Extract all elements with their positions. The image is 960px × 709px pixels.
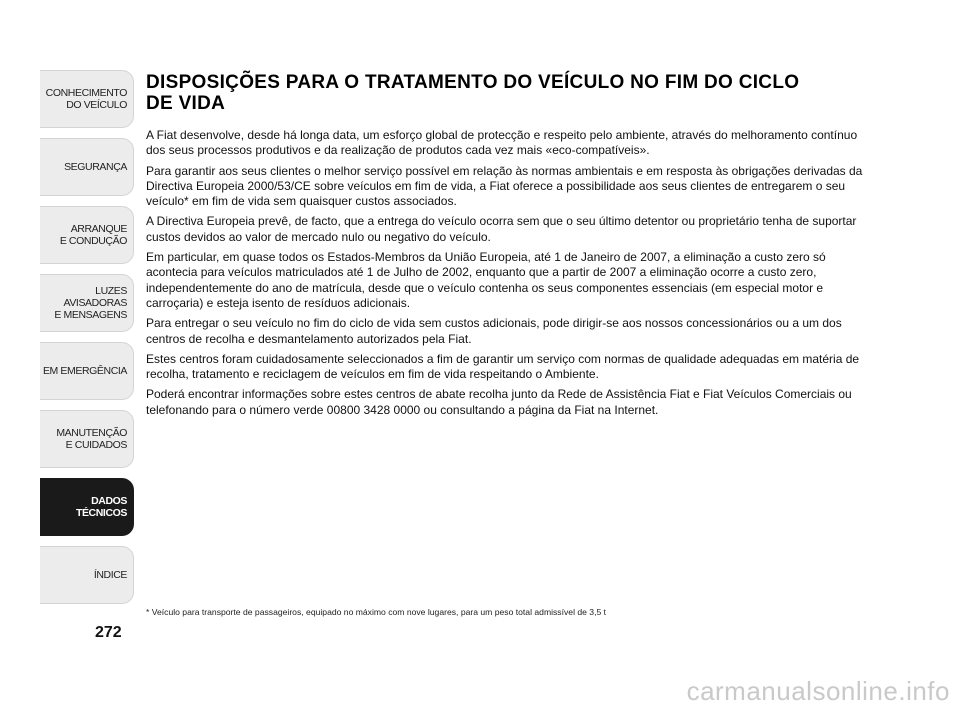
paragraph-6: Estes centros foram cuidadosamente seleccionados a fim de garantir um serviço com normas de qualidade adequadas em matéria de recolha, tratamento e reciclagem de veículos em fim de vida respeitando o Ambiente. [146,351,860,382]
main-content [146,72,876,423]
tab-manutencao-e-cuidados[interactable]: MANUTENÇÃO E CUIDADOS [40,410,134,468]
paragraph-1: A Fiat desenvolve, desde há longa data, um esforço global de protecção e respeito pelo ambiente, através do melhoramento contínuo dos seus processos produtivos e da realização de produtos cada vez mais «eco-compatíveis». [146,128,858,158]
page-title: DISPOSIÇÕES PARA O TRATAMENTO DO VEÍCULO NO FIM DO CICLO DE VIDA [146,72,800,114]
tab-arranque-e-conducao[interactable]: ARRANQUE E CONDUÇÃO [40,206,134,264]
paragraph-2: Para garantir aos seus clientes o melhor serviço possível em relação às normas ambientais e em resposta às obrigações derivadas da Directiva Europeia 2000/53/CE sobre veículos em fim de vida, a Fiat oferece a possibilidade aos seus clientes de entregarem o seu veículo* em fim de vida sem quaisquer custos associados. [146,163,863,209]
tab-indice[interactable]: ÍNDICE [40,546,134,604]
paragraph-4: Em particular, em quase todos os Estados-Membros da União Europeia, até 1 de Janeiro de 2007, a eliminação a custo zero só acontecia para veículos matriculados até 1 de Julho de 2002, enquanto que a partir de 2007 a eliminação ocorre a custo zero, independentemente do ano de matrícula, desde que o veículo contenha os seus componentes essenciais (em especial motor e carroçaria) e esteja isento de resíduos adicionais. [146,250,826,310]
paragraph-7: Poderá encontrar informações sobre estes centros de abate recolha junto da Rede de Assistência Fiat e Fiat Veículos Comerciais ou telefonando para o número verde 00800 3428 0000 ou consultando a página da Fiat na Internet. [146,387,852,417]
tab-em-emergencia[interactable]: EM EMERGÊNCIA [40,342,134,400]
paragraph-5: Para entregar o seu veículo no fim do ciclo de vida sem custos adicionais, pode dirigir-se aos nossos concessionários ou a um dos centros de recolha e desmantelamento autorizados pela Fiat. [146,316,842,346]
paragraph-3: A Directiva Europeia prevê, de facto, que a entrega do veículo ocorra sem que o seu último detentor ou proprietário tenha de suportar custos devidos ao valor de mercado nulo ou negativo do veículo. [146,214,857,244]
tab-luzes-avisadoras[interactable]: LUZES AVISADORAS E MENSAGENS [40,274,134,332]
tab-seguranca[interactable]: SEGURANÇA [40,138,134,196]
page-number: 272 [95,624,122,641]
tab-conhecimento-do-veiculo[interactable]: CONHECIMENTO DO VEÍCULO [40,70,134,128]
tab-dados-tecnicos[interactable]: DADOS TÉCNICOS [40,478,134,536]
footnote: * Veículo para transporte de passageiros, equipado no máximo com nove lugares, para um peso total admissível de 3,5 t [146,607,607,617]
watermark: carmanualsonline.info [686,676,950,706]
section-tabs [40,70,134,614]
